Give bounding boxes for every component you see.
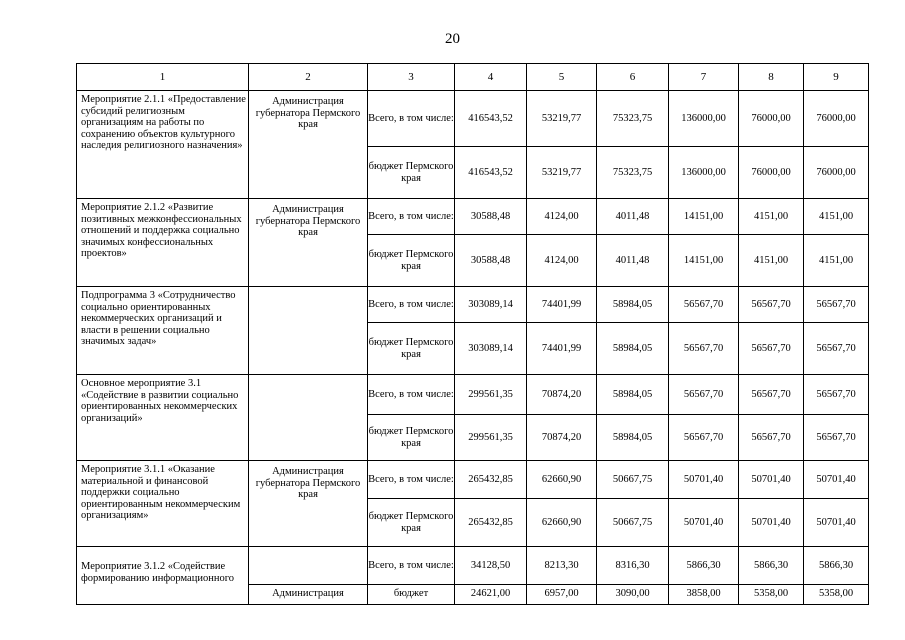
executor-name: Администрация губернатора Пермского края — [249, 461, 368, 547]
activity-name: Мероприятие 3.1.1 «Оказание материальной и финансовой поддержки социально ориентированным некоммерческим организациям» — [77, 461, 249, 547]
amount-cell: 5866,30 — [669, 547, 739, 585]
amount-cell: 58984,05 — [597, 415, 669, 461]
amount-cell: 62660,90 — [527, 499, 597, 547]
table-row-total — [77, 375, 869, 415]
executor-name — [249, 375, 368, 461]
amount-cell: 50667,75 — [597, 499, 669, 547]
table-row-total — [77, 199, 869, 235]
activity-name: Мероприятие 2.1.1 «Предоставление субсидий религиозным организациям на работы по сохранению объектов культурного наследия религиозного назначения» — [77, 91, 249, 199]
column-header: 9 — [804, 64, 869, 91]
amount-cell: 56567,70 — [739, 415, 804, 461]
executor-name: Администрация — [249, 585, 368, 605]
funding-source: Всего, в том числе: — [368, 547, 455, 585]
amount-cell: 75323,75 — [597, 147, 669, 199]
amount-cell: 265432,85 — [455, 461, 527, 499]
amount-cell: 56567,70 — [739, 287, 804, 323]
table-row-total — [77, 547, 869, 585]
amount-cell: 76000,00 — [739, 91, 804, 147]
amount-cell: 62660,90 — [527, 461, 597, 499]
amount-cell: 70874,20 — [527, 415, 597, 461]
amount-cell: 8316,30 — [597, 547, 669, 585]
funding-source: бюджет Пермского края — [368, 235, 455, 287]
amount-cell: 416543,52 — [455, 91, 527, 147]
amount-cell: 34128,50 — [455, 547, 527, 585]
executor-name: Администрация губернатора Пермского края — [249, 91, 368, 199]
amount-cell: 136000,00 — [669, 91, 739, 147]
amount-cell: 14151,00 — [669, 235, 739, 287]
funding-source: бюджет Пермского края — [368, 415, 455, 461]
amount-cell: 70874,20 — [527, 375, 597, 415]
amount-cell: 74401,99 — [527, 287, 597, 323]
amount-cell: 303089,14 — [455, 323, 527, 375]
budget-table — [76, 63, 869, 605]
column-header: 2 — [249, 64, 368, 91]
column-header: 6 — [597, 64, 669, 91]
amount-cell: 50701,40 — [739, 461, 804, 499]
amount-cell: 299561,35 — [455, 375, 527, 415]
amount-cell: 30588,48 — [455, 235, 527, 287]
column-header: 8 — [739, 64, 804, 91]
executor-name — [249, 287, 368, 375]
activity-name: Мероприятие 3.1.2 «Содействие формированию информационного — [77, 547, 249, 605]
amount-cell: 50701,40 — [669, 499, 739, 547]
amount-cell: 56567,70 — [739, 375, 804, 415]
amount-cell: 4151,00 — [739, 199, 804, 235]
amount-cell: 5358,00 — [739, 585, 804, 605]
funding-source: Всего, в том числе: — [368, 375, 455, 415]
amount-cell: 74401,99 — [527, 323, 597, 375]
activity-name: Основное мероприятие 3.1 «Содействие в развитии социально ориентированных некоммерческих организаций» — [77, 375, 249, 461]
column-header: 3 — [368, 64, 455, 91]
amount-cell: 24621,00 — [455, 585, 527, 605]
amount-cell: 53219,77 — [527, 147, 597, 199]
amount-cell: 299561,35 — [455, 415, 527, 461]
amount-cell: 4011,48 — [597, 235, 669, 287]
amount-cell: 265432,85 — [455, 499, 527, 547]
funding-source: бюджет — [368, 585, 455, 605]
amount-cell: 50701,40 — [739, 499, 804, 547]
amount-cell: 56567,70 — [669, 375, 739, 415]
amount-cell: 76000,00 — [804, 147, 869, 199]
amount-cell: 4151,00 — [739, 235, 804, 287]
table-row-total — [77, 287, 869, 323]
amount-cell: 30588,48 — [455, 199, 527, 235]
table-row-total — [77, 91, 869, 147]
page-number: 20 — [445, 31, 460, 47]
funding-source: Всего, в том числе: — [368, 91, 455, 147]
amount-cell: 4124,00 — [527, 199, 597, 235]
column-header: 1 — [77, 64, 249, 91]
amount-cell: 416543,52 — [455, 147, 527, 199]
amount-cell: 56567,70 — [669, 323, 739, 375]
amount-cell: 76000,00 — [804, 91, 869, 147]
amount-cell: 136000,00 — [669, 147, 739, 199]
amount-cell: 4151,00 — [804, 235, 869, 287]
amount-cell: 14151,00 — [669, 199, 739, 235]
column-header: 7 — [669, 64, 739, 91]
funding-source: Всего, в том числе: — [368, 461, 455, 499]
amount-cell: 75323,75 — [597, 91, 669, 147]
amount-cell: 4124,00 — [527, 235, 597, 287]
funding-source: бюджет Пермского края — [368, 147, 455, 199]
amount-cell: 5866,30 — [739, 547, 804, 585]
column-header: 4 — [455, 64, 527, 91]
funding-source: бюджет Пермского края — [368, 323, 455, 375]
amount-cell: 56567,70 — [804, 375, 869, 415]
amount-cell: 5866,30 — [804, 547, 869, 585]
amount-cell: 56567,70 — [739, 323, 804, 375]
amount-cell: 56567,70 — [669, 415, 739, 461]
amount-cell: 50667,75 — [597, 461, 669, 499]
amount-cell: 56567,70 — [804, 415, 869, 461]
amount-cell: 50701,40 — [669, 461, 739, 499]
amount-cell: 56567,70 — [804, 287, 869, 323]
amount-cell: 50701,40 — [804, 499, 869, 547]
header-row — [77, 64, 869, 91]
amount-cell: 56567,70 — [669, 287, 739, 323]
amount-cell: 4151,00 — [804, 199, 869, 235]
amount-cell: 53219,77 — [527, 91, 597, 147]
amount-cell: 76000,00 — [739, 147, 804, 199]
amount-cell: 58984,05 — [597, 323, 669, 375]
amount-cell: 3090,00 — [597, 585, 669, 605]
amount-cell: 8213,30 — [527, 547, 597, 585]
amount-cell: 3858,00 — [669, 585, 739, 605]
amount-cell: 303089,14 — [455, 287, 527, 323]
activity-name: Мероприятие 2.1.2 «Развитие позитивных межконфессиональных отношений и поддержка социально значимых конфессиональных проектов» — [77, 199, 249, 287]
table-row-total — [77, 461, 869, 499]
column-header: 5 — [527, 64, 597, 91]
funding-source: Всего, в том числе: — [368, 199, 455, 235]
amount-cell: 4011,48 — [597, 199, 669, 235]
activity-name: Подпрограмма 3 «Сотрудничество социально ориентированных некоммерческих организаций и власти в решении социально значимых задач» — [77, 287, 249, 375]
amount-cell: 56567,70 — [804, 323, 869, 375]
amount-cell: 50701,40 — [804, 461, 869, 499]
amount-cell: 6957,00 — [527, 585, 597, 605]
amount-cell: 5358,00 — [804, 585, 869, 605]
funding-source: бюджет Пермского края — [368, 499, 455, 547]
executor-name — [249, 547, 368, 585]
amount-cell: 58984,05 — [597, 375, 669, 415]
funding-source: Всего, в том числе: — [368, 287, 455, 323]
amount-cell: 58984,05 — [597, 287, 669, 323]
executor-name: Администрация губернатора Пермского края — [249, 199, 368, 287]
